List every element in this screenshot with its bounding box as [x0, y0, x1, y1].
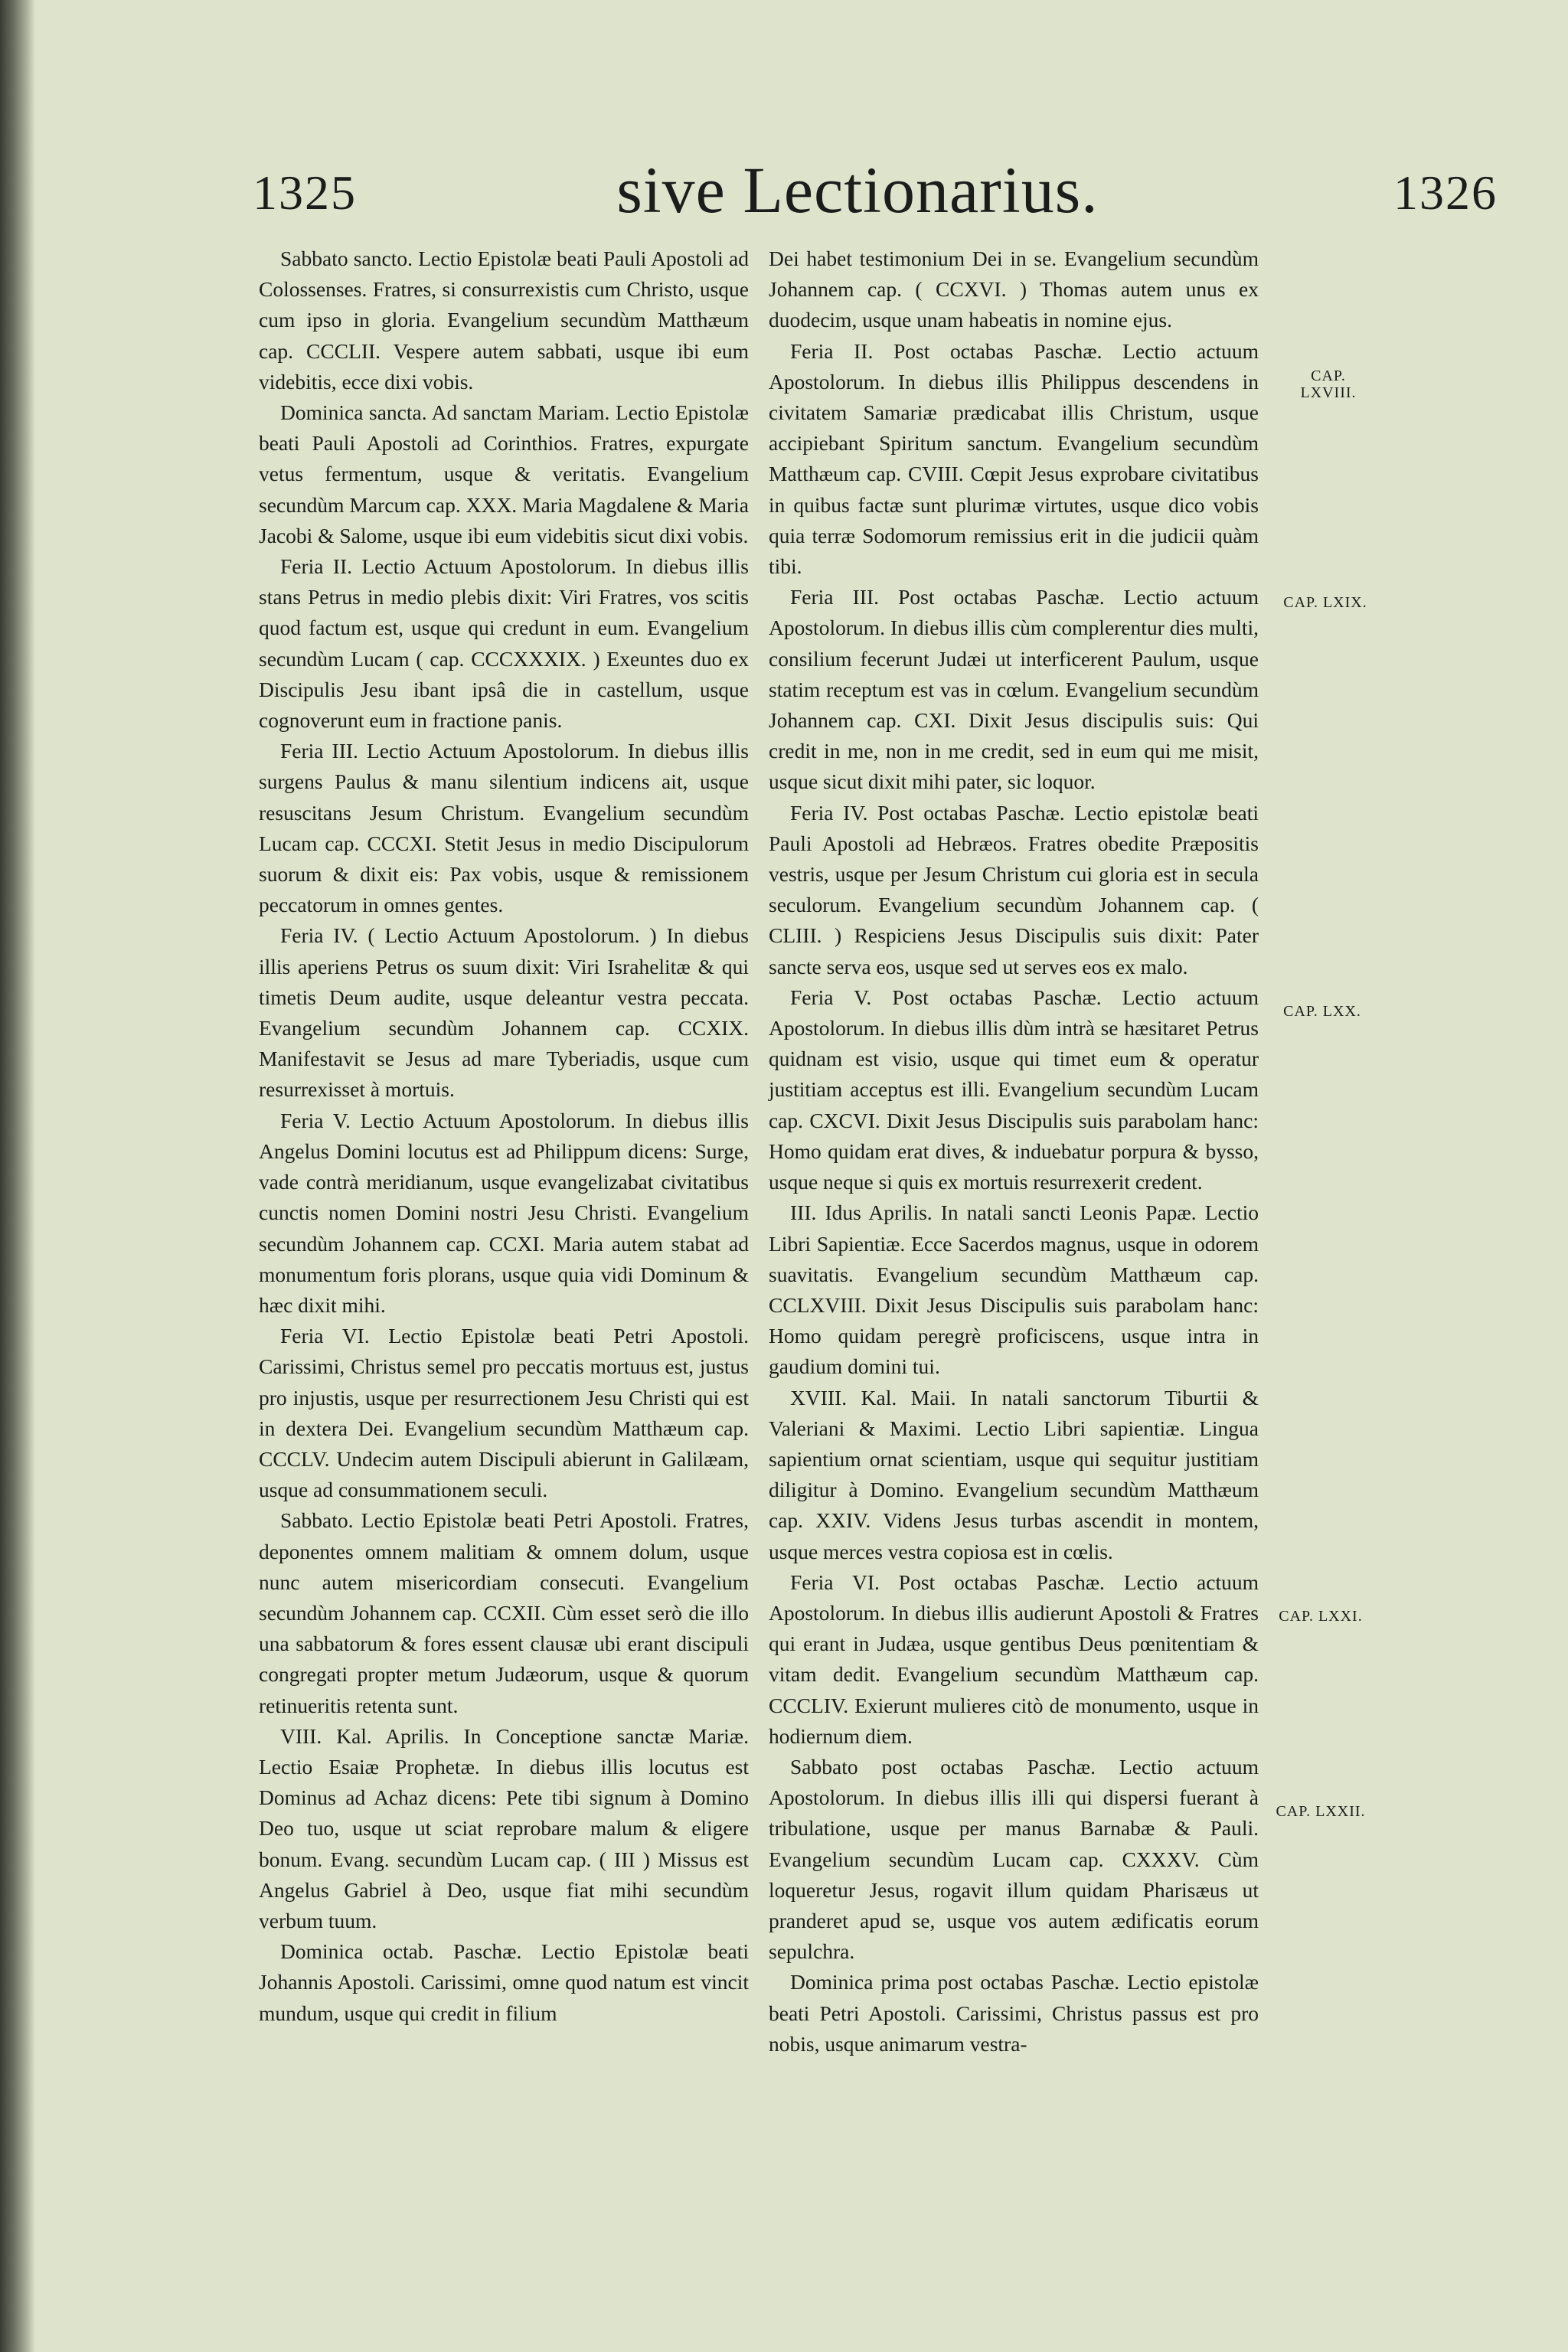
lection-entry: Dominica sancta. Ad sanctam Mariam. Lectio Epistolæ beati Pauli Apostoli ad Corinthios. Fratres, expurgate vetus fermentum, usque & veritatis. Evangelium secundùm Marcum cap. XXX. Maria Magdalene & Maria Jacobi & Salome, usque ibi eum videbitis sicut dixi vobis. [259, 400, 749, 547]
lection-entry-continued: Dei habet testimonium Dei in se. Evangelium secundùm Johannem cap. ( CCXVI. ) Thomas autem unus ex duodecim, usque unam habeatis in nomine ejus. [769, 247, 1259, 332]
lection-entry: Feria V. Post octabas Paschæ. Lectio actuum Apostolorum. In diebus illis dùm intrà se hæsitaret Petrus quidnam est visio, usque qui timet eum & operatur justitiam acceptus est illi. Evangelium secundùm Lucam cap. CXCVI. Dixit Jesus Discipulis suis parabolam hanc: Homo quidam erat dives, & induebatur porpura & bysso, usque neque si quis ex mortuis resurrexerit credent. [769, 985, 1259, 1194]
lection-entry: Feria III. Lectio Actuum Apostolorum. In diebus illis surgens Paulus & manu silentium indicens ait, usque resuscitans Jesum Christum. Evangelium secundùm Lucam cap. CCCXI. Stetit Jesus in medio Discipulorum suorum & dixit eis: Pax vobis, usque & remissionem peccatorum in omnes gentes. [259, 739, 749, 917]
lection-entry: XVIII. Kal. Maii. In natali sanctorum Tiburtii & Valeriani & Maximi. Lectio Libri sapientiæ. Lingua sapientium ornat scientiam, usque qui sequitur justitiam diligitur à Domino. Evangelium secundùm Matthæum cap. XXIV. Videns Jesus turbas ascendit in montem, usque merces vestra copiosa est in cœlis. [769, 1385, 1259, 1563]
right-column [769, 243, 1259, 2060]
lection-entry: Feria IV. Post octabas Paschæ. Lectio epistolæ beati Pauli Apostoli ad Hebræos. Fratres obedite Præpositis vestris, usque per Jesum Christum cui gloria est in secula seculorum. Evangelium secundùm Johannem cap. ( CLIII. ) Respiciens Jesus Discipulis suis dixit: Pater sancte serva eos, usque sed ut serves eos ex malo. [769, 800, 1259, 978]
running-title: sive Lectionarius. [616, 153, 1099, 227]
lection-entry: Sabbato sancto. Lectio Epistolæ beati Pauli Apostoli ad Colossenses. Fratres, si consurrexistis cum Christo, usque cum ipso in gloria. Evangelium secundùm Matthæum cap. CCCLII. Vespere autem sabbati, usque ibi eum videbitis, ecce dixi vobis. [259, 247, 749, 394]
page-number-right: 1326 [1393, 165, 1498, 220]
lection-entry: Feria III. Post octabas Paschæ. Lectio actuum Apostolorum. In diebus illis cùm complerentur dies multi, consilium fecerunt Judæi ut interficerent Paulum, usque statim receptum est vas in cœlum. Evangelium secundùm Johannem cap. CXI. Dixit Jesus discipulis suis: Qui credit in me, non in me credit, sed in eum qui me misit, usque sicut dixit mihi pater, sic loquor. [769, 585, 1259, 794]
page-number-left: 1325 [253, 165, 357, 220]
lection-entry: VIII. Kal. Aprilis. In Conceptione sanctæ Mariæ. Lectio Esaiæ Prophetæ. In diebus illis locutus est Dominus ad Achaz dicens: Pete tibi signum à Domino Deo tuo, usque ut sciat reprobare malum & eligere bonum. Evang. secundùm Lucam cap. ( III ) Missus est Angelus Gabriel à Deo, usque fiat mihi secundùm verbum tuum. [259, 1723, 749, 1932]
marginal-note-cap: CAP. LXX. [1283, 1003, 1361, 1020]
lection-entry: Feria VI. Post octabas Paschæ. Lectio actuum Apostolorum. In diebus illis audierunt Apostoli & Fratres qui erant in Judæa, usque gentibus Deus pœnitentiam & vitam dedit. Evangelium secundùm Matthæum cap. CCCLIV. Exierunt mulieres citò de monumento, usque in hodiernum diem. [769, 1570, 1259, 1748]
book-gutter-shadow [0, 0, 35, 2352]
lection-entry: Feria VI. Lectio Epistolæ beati Petri Apostoli. Carissimi, Christus semel pro peccatis mortuus est, justus pro injustis, usque per resurrectionem Jesu Christi qui est in dextera Dei. Evangelium secundùm Matthæum cap. CCCLV. Undecim autem Discipuli abierunt in Galilæam, usque ad consummationem seculi. [259, 1324, 749, 1502]
lection-entry: III. Idus Aprilis. In natali sancti Leonis Papæ. Lectio Libri Sapientiæ. Ecce Sacerdos magnus, usque in odorem suavitatis. Evangelium secundùm Matthæum cap. CCLXVIII. Dixit Jesus Discipulis suis parabolam hanc: Homo quidam peregrè proficiscens, usque intra in gaudium domini tui. [769, 1200, 1259, 1379]
marginal-note-cap: CAP. LXXII. [1276, 1803, 1366, 1820]
marginal-note-cap: CAP. LXVIII. [1300, 368, 1357, 401]
marginal-note-cap: CAP. LXXI. [1279, 1608, 1363, 1625]
lection-entry: Dominica octab. Paschæ. Lectio Epistolæ beati Johannis Apostoli. Carissimi, omne quod natum est vincit mundum, usque qui credit in filium [259, 1939, 749, 2025]
lection-entry: Feria II. Post octabas Paschæ. Lectio actuum Apostolorum. In diebus illis Philippus descendens in civitatem Samariæ prædicabat illis Christum, usque accipiebant Spiritum sanctum. Evangelium secundùm Matthæum cap. CVIII. Cœpit Jesus exprobare civitatibus in quibus factæ sunt plurimæ virtutes, usque dico vobis quia terræ Sodomorum remissius erit in die judicii quàm tibi. [769, 338, 1259, 579]
left-column [259, 243, 749, 2029]
marginal-note-cap: CAP. LXIX. [1283, 594, 1367, 611]
lection-entry: Dominica prima post octabas Paschæ. Lectio epistolæ beati Petri Apostoli. Carissimi, Christus passus est pro nobis, usque animarum vestra- [769, 1970, 1259, 2056]
lection-entry: Feria V. Lectio Actuum Apostolorum. In diebus illis Angelus Domini locutus est ad Philippum dicens: Surge, vade contrà meridianum, usque evangelizabat civitatibus cunctis nomen Domini nostri Jesu Christi. Evangelium secundùm Johannem cap. CCXI. Maria autem stabat ad monumentum foris plorans, usque quia vidi Dominum & hæc dixit mihi. [259, 1108, 749, 1317]
lection-entry: Feria II. Lectio Actuum Apostolorum. In diebus illis stans Petrus in medio plebis dixit: Viri Fratres, vos scitis quod factum est, usque qui credunt in eum. Evangelium secundùm Lucam ( cap. CCCXXXIX. ) Exeuntes duo ex Discipulis Jesu ibant ipsâ die in castellum, usque cognoverunt eum in fractione panis. [259, 554, 749, 733]
lection-entry: Sabbato post octabas Paschæ. Lectio actuum Apostolorum. In diebus illis illi qui dispersi fuerant à tribulatione, usque per manus Barnabæ & Pauli. Evangelium secundùm Lucam cap. CXXXV. Cùm loqueretur Jesus, rogavit illum quidam Pharisæus ut pranderet apud se, usque vos autem ædificatis eorum sepulchra. [769, 1754, 1259, 1964]
lection-entry: Feria IV. ( Lectio Actuum Apostolorum. ) In diebus illis aperiens Petrus os suum dixit: Viri Israhelitæ & qui timetis Deum audite, usque deleantur vestra peccata. Evangelium secundùm Johannem cap. CCXIX. Manifestavit se Jesus ad mare Tyberiadis, usque cum resurrexisset à mortuis. [259, 923, 749, 1102]
lection-entry: Sabbato. Lectio Epistolæ beati Petri Apostoli. Fratres, deponentes omnem malitiam & omnem dolum, usque nunc autem misericordiam consecuti. Evangelium secundùm Johannem cap. CCXII. Cùm esset serò die illo una sabbatorum & fores essent clausæ ubi erant discipuli congregati propter metum Judæorum, usque & quorum retinueritis retenta sunt. [259, 1508, 749, 1717]
